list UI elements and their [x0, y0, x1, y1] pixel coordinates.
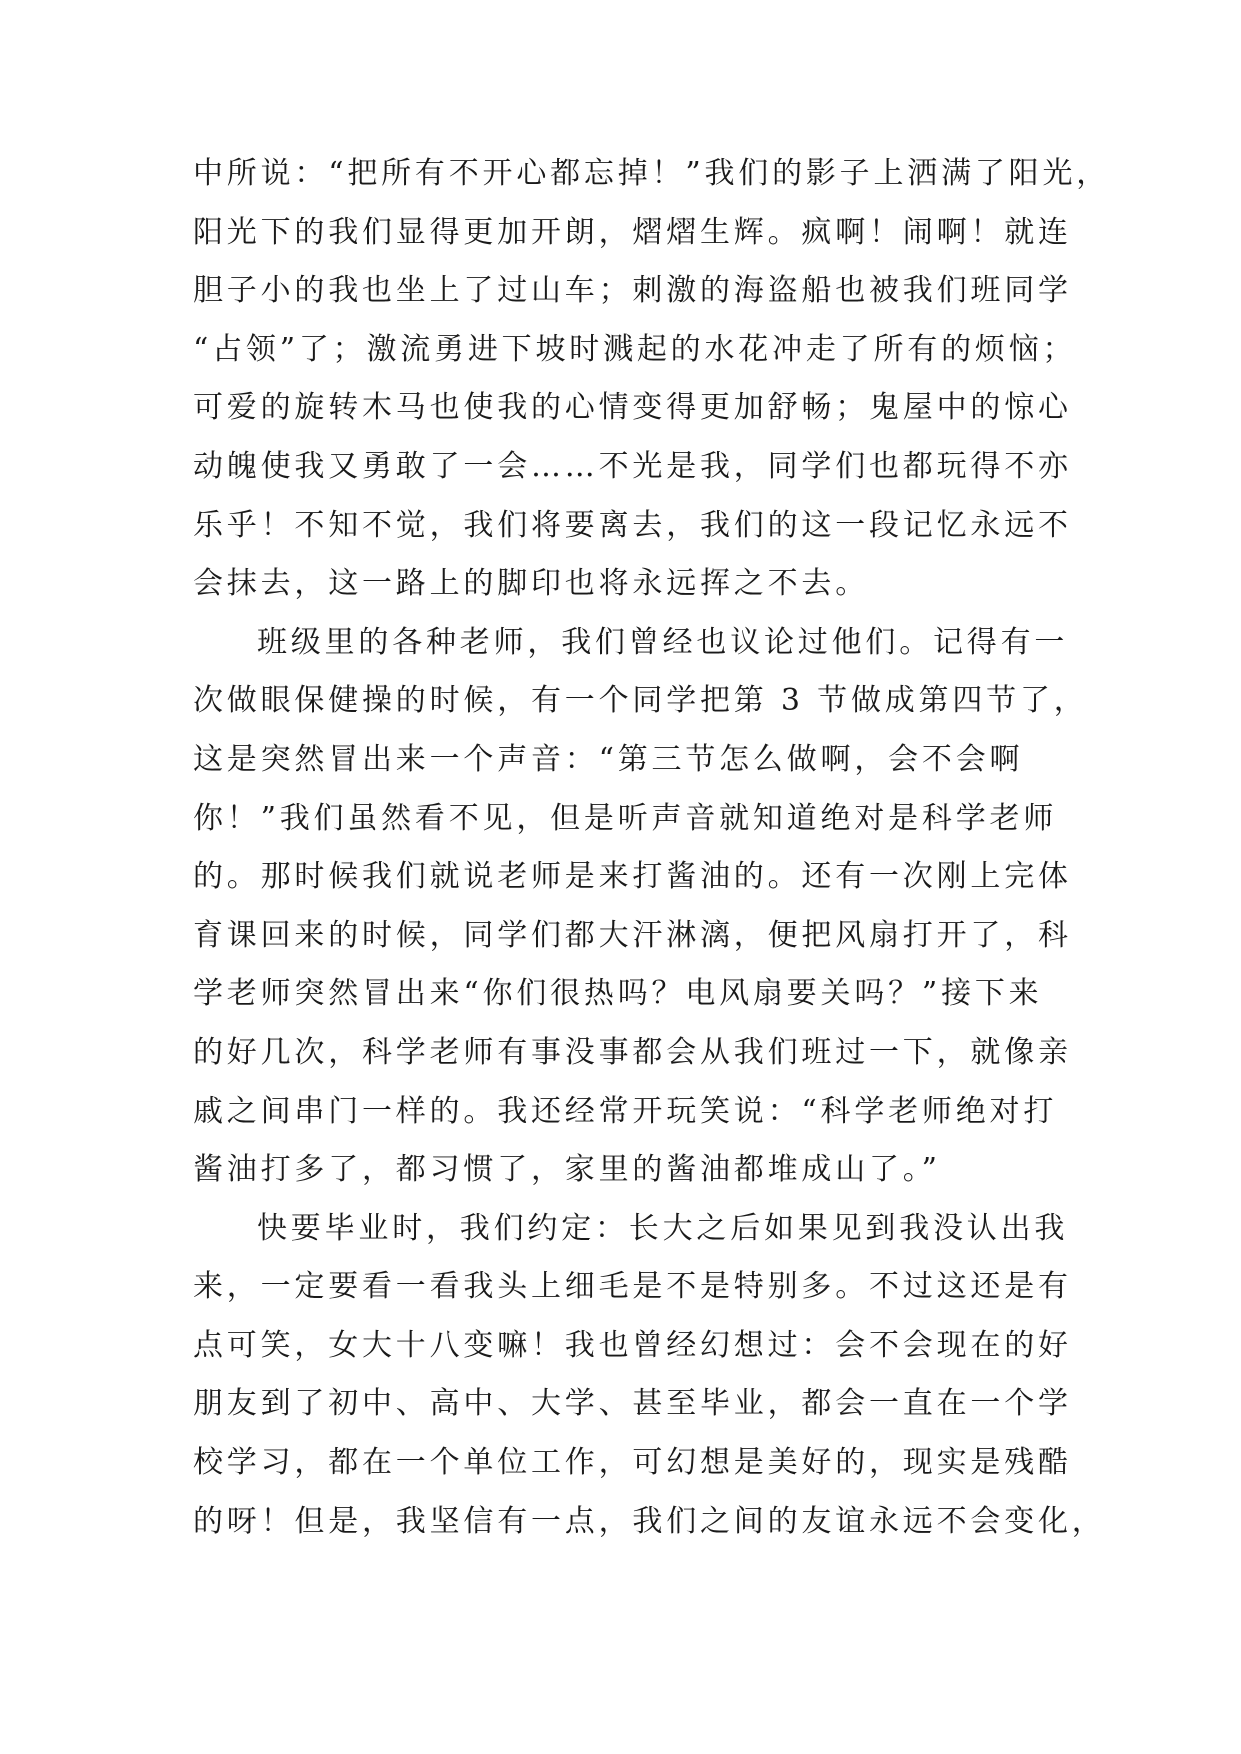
text-line: “占领”了；激流勇进下坡时溅起的水花冲走了所有的烦恼；	[193, 331, 1077, 367]
text-line: 乐乎！不知不觉，我们将要离去，我们的这一段记忆永远不	[193, 507, 1072, 543]
text-line: 学老师突然冒出来“你们很热吗？电风扇要关吗？”接下来	[193, 976, 1043, 1012]
text-line: 阳光下的我们显得更加开朗，熠熠生辉。疯啊！闹啊！就连	[193, 214, 1072, 250]
text-line: 中所说：“把所有不开心都忘掉！”我们的影子上洒满了阳光，	[193, 156, 1111, 191]
text-line: 的。那时候我们就说老师是来打酱油的。还有一次刚上完体	[193, 859, 1072, 895]
text-line: 次做眼保健操的时候，有一个同学把第 3 节做成第四节了，	[193, 683, 1088, 719]
text-line: 育课回来的时候，同学们都大汗淋漓，便把风扇打开了，科	[193, 917, 1072, 953]
text-line: 朋友到了初中、高中、大学、甚至毕业，都会一直在一个学	[193, 1386, 1072, 1422]
text-line: 班级里的各种老师，我们曾经也议论过他们。记得有一	[257, 624, 1069, 660]
text-line: 酱油打多了，都习惯了，家里的酱油都堆成山了。”	[193, 1152, 941, 1188]
text-line: 动魄使我又勇敢了一会……不光是我，同学们也都玩得不亦	[193, 448, 1072, 484]
text-line: 会抹去，这一路上的脚印也将永远挥之不去。	[193, 566, 869, 602]
text-line: 来，一定要看一看我头上细毛是不是特别多。不过这还是有	[193, 1269, 1072, 1305]
text-line: 的呀！但是，我坚信有一点，我们之间的友谊永远不会变化，	[193, 1503, 1106, 1539]
text-line: 可爱的旋转木马也使我的心情变得更加舒畅；鬼屋中的惊心	[193, 390, 1072, 426]
text-line: 快要毕业时，我们约定：长大之后如果见到我没认出我	[257, 1210, 1069, 1246]
text-line: 这是突然冒出来一个声音：“第三节怎么做啊，会不会啊	[193, 741, 1024, 777]
text-line: 你！”我们虽然看不见，但是听声音就知道绝对是科学老师	[193, 800, 1058, 836]
body-text	[193, 145, 1111, 1551]
text-line: 胆子小的我也坐上了过山车；刺激的海盗船也被我们班同学	[193, 273, 1072, 309]
text-line: 点可笑，女大十八变嘛！我也曾经幻想过：会不会现在的好	[193, 1327, 1072, 1363]
text-line: 校学习，都在一个单位工作，可幻想是美好的，现实是残酷	[193, 1445, 1072, 1481]
text-line: 的好几次，科学老师有事没事都会从我们班过一下，就像亲	[193, 1034, 1072, 1070]
text-line: 戚之间串门一样的。我还经常开玩笑说：“科学老师绝对打	[193, 1093, 1058, 1129]
